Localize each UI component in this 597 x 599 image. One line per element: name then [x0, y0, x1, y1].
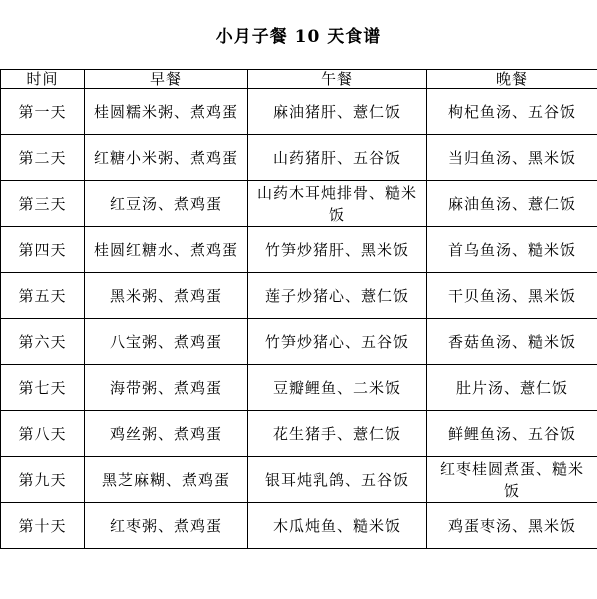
- day-cell: 第一天: [1, 89, 85, 135]
- lunch-cell: 花生猪手、薏仁饭: [248, 411, 427, 457]
- day-cell: 第三天: [1, 181, 85, 227]
- table-row: [1, 411, 597, 457]
- lunch-cell: 麻油猪肝、薏仁饭: [248, 89, 427, 135]
- day-cell: 第九天: [1, 457, 85, 503]
- dinner-cell: 肚片汤、薏仁饭: [427, 365, 597, 411]
- lunch-cell: 山药木耳炖排骨、糙米饭: [248, 181, 427, 227]
- table-row: [1, 135, 597, 181]
- page-title: 小月子餐 10 天食谱: [215, 27, 382, 47]
- breakfast-cell: 黑芝麻糊、煮鸡蛋: [85, 457, 248, 503]
- dinner-cell: 鸡蛋枣汤、黑米饭: [427, 503, 597, 549]
- dinner-cell: 枸杞鱼汤、五谷饭: [427, 89, 597, 135]
- breakfast-cell: 红豆汤、煮鸡蛋: [85, 181, 248, 227]
- day-cell: 第八天: [1, 411, 85, 457]
- table-row: [1, 365, 597, 411]
- table-row: [1, 457, 597, 503]
- dinner-cell: 首乌鱼汤、糙米饭: [427, 227, 597, 273]
- lunch-cell: 山药猪肝、五谷饭: [248, 135, 427, 181]
- lunch-cell: 银耳炖乳鸽、五谷饭: [248, 457, 427, 503]
- day-cell: 第七天: [1, 365, 85, 411]
- header-row: [1, 70, 597, 89]
- day-cell: 第五天: [1, 273, 85, 319]
- table-row: [1, 89, 597, 135]
- dinner-cell: 红枣桂圆煮蛋、糙米饭: [427, 457, 597, 503]
- table-row: [1, 503, 597, 549]
- breakfast-cell: 黑米粥、煮鸡蛋: [85, 273, 248, 319]
- dinner-cell: 鲜鲤鱼汤、五谷饭: [427, 411, 597, 457]
- table-row: [1, 319, 597, 365]
- header-breakfast: 早餐: [85, 70, 248, 89]
- breakfast-cell: 桂圆糯米粥、煮鸡蛋: [85, 89, 248, 135]
- dinner-cell: 香菇鱼汤、糙米饭: [427, 319, 597, 365]
- lunch-cell: 竹笋炒猪肝、黑米饭: [248, 227, 427, 273]
- table-row: [1, 273, 597, 319]
- header-time: 时间: [1, 70, 85, 89]
- dinner-cell: 干贝鱼汤、黑米饭: [427, 273, 597, 319]
- day-cell: 第六天: [1, 319, 85, 365]
- breakfast-cell: 红枣粥、煮鸡蛋: [85, 503, 248, 549]
- breakfast-cell: 红糖小米粥、煮鸡蛋: [85, 135, 248, 181]
- breakfast-cell: 八宝粥、煮鸡蛋: [85, 319, 248, 365]
- table-row: [1, 181, 597, 227]
- day-cell: 第十天: [1, 503, 85, 549]
- dinner-cell: 当归鱼汤、黑米饭: [427, 135, 597, 181]
- breakfast-cell: 海带粥、煮鸡蛋: [85, 365, 248, 411]
- lunch-cell: 莲子炒猪心、薏仁饭: [248, 273, 427, 319]
- table-row: [1, 227, 597, 273]
- breakfast-cell: 鸡丝粥、煮鸡蛋: [85, 411, 248, 457]
- lunch-cell: 木瓜炖鱼、糙米饭: [248, 503, 427, 549]
- dinner-cell: 麻油鱼汤、薏仁饭: [427, 181, 597, 227]
- lunch-cell: 豆瓣鲤鱼、二米饭: [248, 365, 427, 411]
- menu-table: [0, 69, 597, 549]
- lunch-cell: 竹笋炒猪心、五谷饭: [248, 319, 427, 365]
- day-cell: 第二天: [1, 135, 85, 181]
- header-lunch: 午餐: [248, 70, 427, 89]
- breakfast-cell: 桂圆红糖水、煮鸡蛋: [85, 227, 248, 273]
- header-dinner: 晚餐: [427, 70, 597, 89]
- day-cell: 第四天: [1, 227, 85, 273]
